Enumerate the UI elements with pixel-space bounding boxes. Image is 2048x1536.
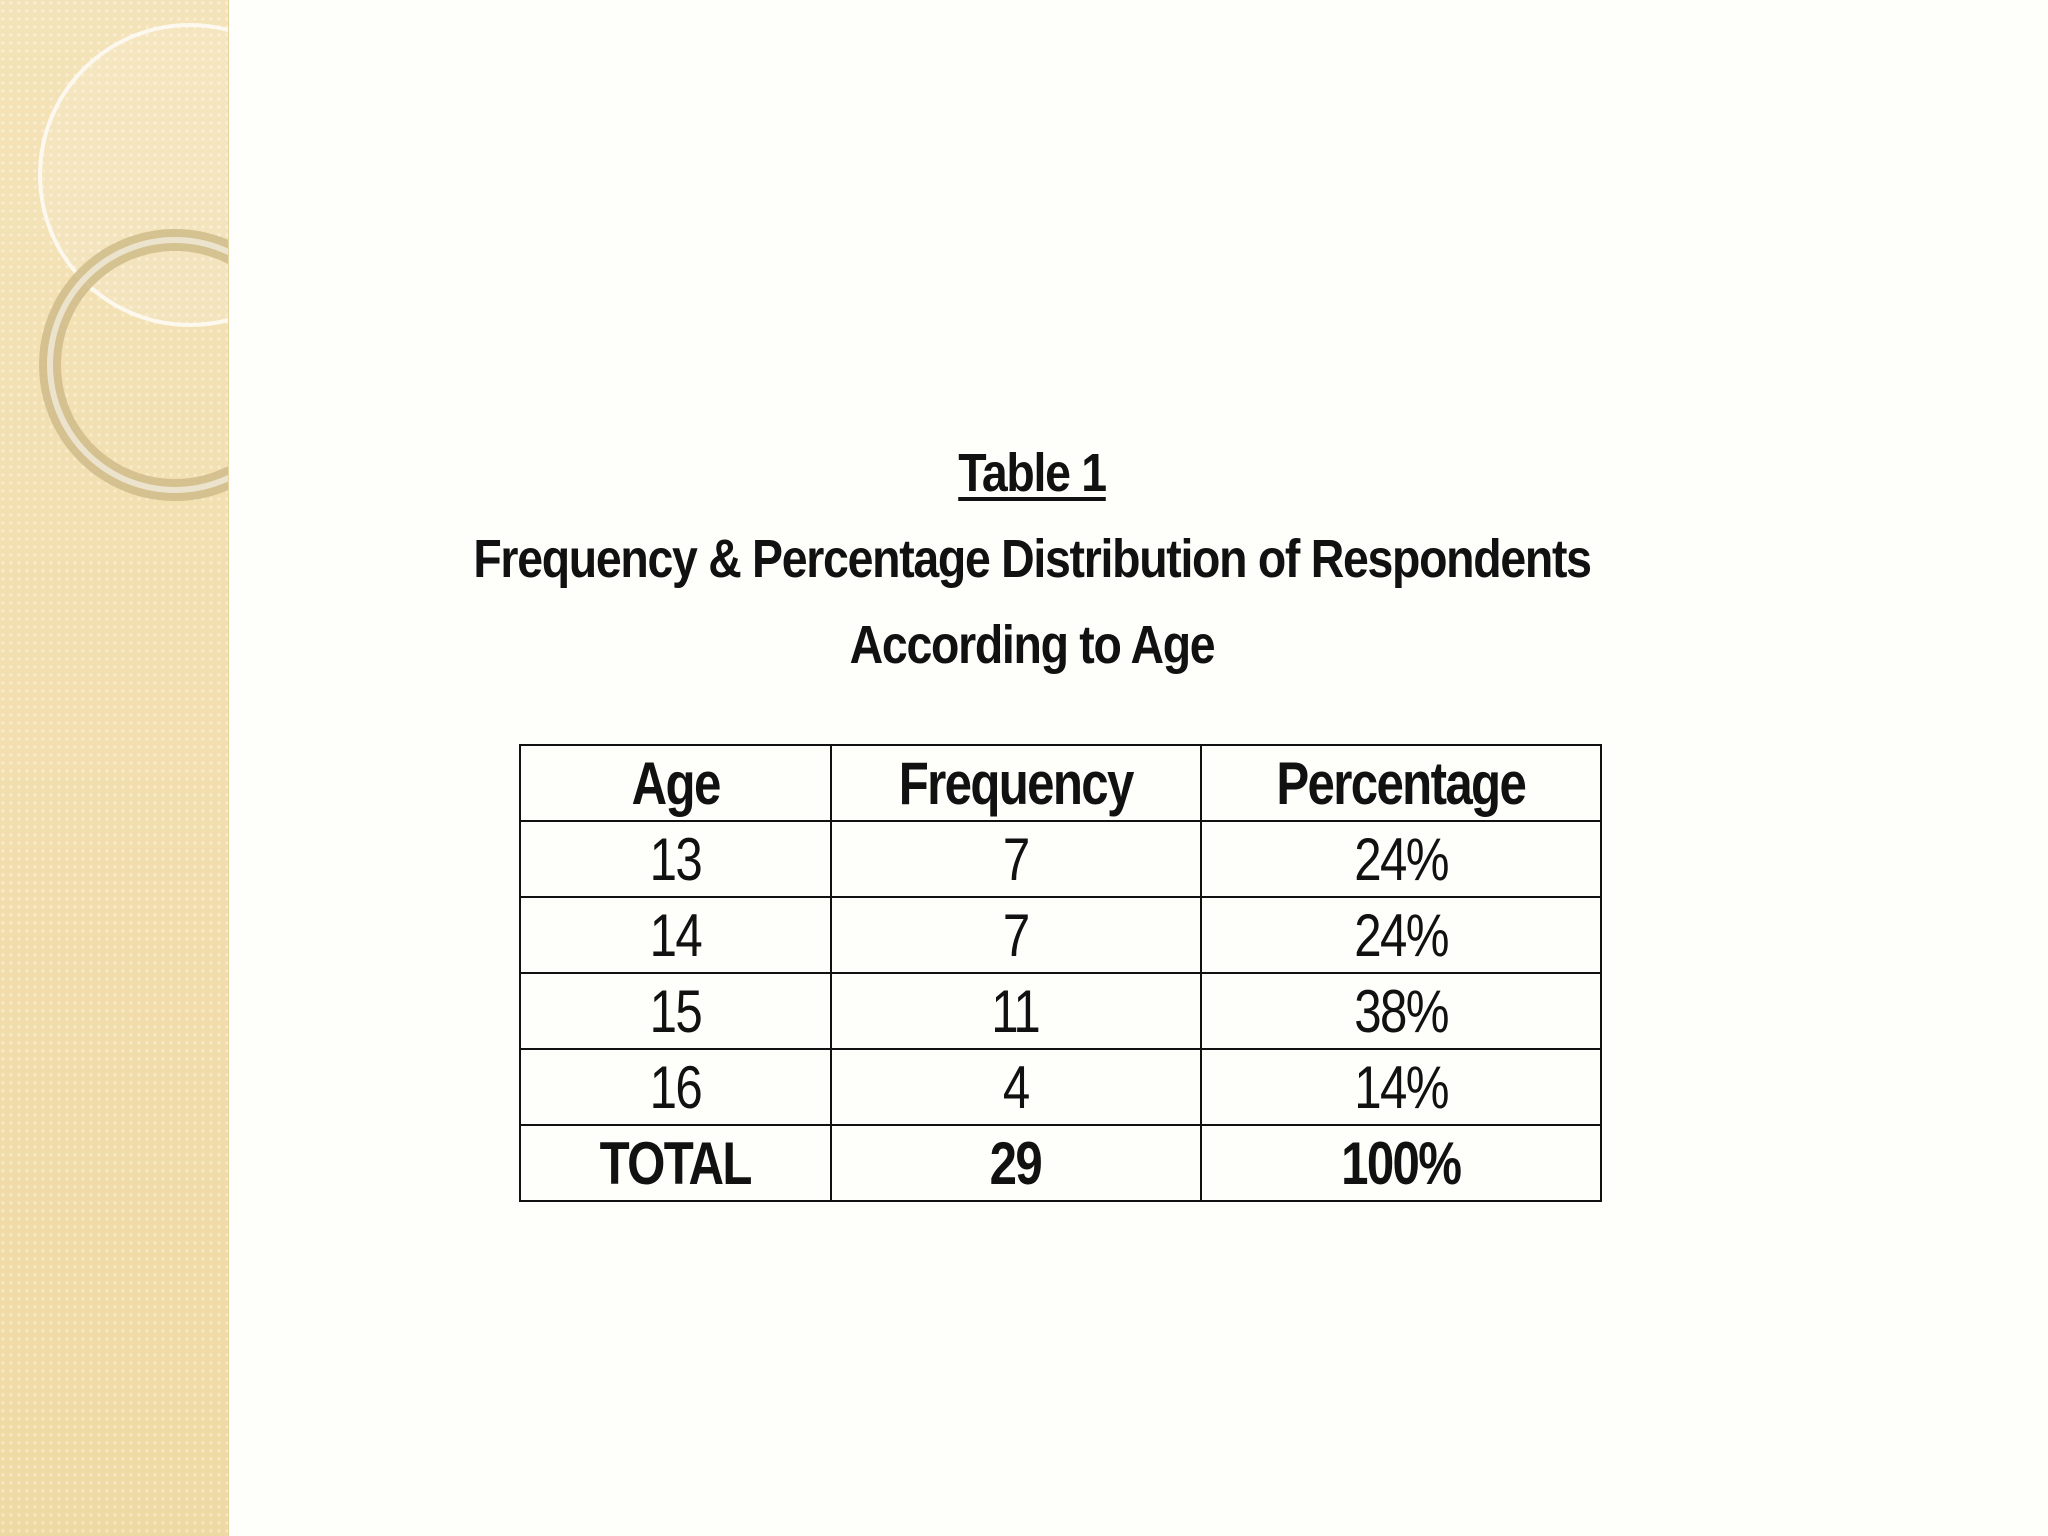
table-row bbox=[520, 897, 1601, 973]
total-label: TOTAL bbox=[520, 1125, 831, 1201]
total-percentage: 100% bbox=[1201, 1125, 1601, 1201]
header-frequency: Frequency bbox=[831, 745, 1201, 821]
cell-age: 16 bbox=[520, 1049, 831, 1125]
table-row bbox=[520, 973, 1601, 1049]
cell-frequency: 11 bbox=[831, 973, 1201, 1049]
cell-percentage: 38% bbox=[1201, 973, 1601, 1049]
table-row bbox=[520, 821, 1601, 897]
slide-content bbox=[228, 0, 2048, 1536]
cell-percentage: 24% bbox=[1201, 897, 1601, 973]
cell-frequency: 4 bbox=[831, 1049, 1201, 1125]
total-frequency: 29 bbox=[831, 1125, 1201, 1201]
cell-percentage: 24% bbox=[1201, 821, 1601, 897]
cell-percentage: 14% bbox=[1201, 1049, 1601, 1125]
table-title-line-1: Frequency & Percentage Distribution of Respondents bbox=[473, 529, 1591, 589]
cell-age: 13 bbox=[520, 821, 831, 897]
table-total-row bbox=[520, 1125, 1601, 1201]
age-distribution-table bbox=[519, 744, 1602, 1202]
header-percentage: Percentage bbox=[1201, 745, 1601, 821]
table-row bbox=[520, 1049, 1601, 1125]
table-header-row bbox=[520, 745, 1601, 821]
cell-age: 15 bbox=[520, 973, 831, 1049]
cell-frequency: 7 bbox=[831, 821, 1201, 897]
decorative-side-panel bbox=[0, 0, 229, 1536]
table-number-heading: Table 1 bbox=[958, 443, 1106, 503]
table-caption bbox=[228, 430, 1836, 688]
decorative-rings-graphic bbox=[0, 0, 228, 520]
cell-age: 14 bbox=[520, 897, 831, 973]
header-age: Age bbox=[520, 745, 831, 821]
table-title-line-2: According to Age bbox=[849, 615, 1215, 675]
cell-frequency: 7 bbox=[831, 897, 1201, 973]
